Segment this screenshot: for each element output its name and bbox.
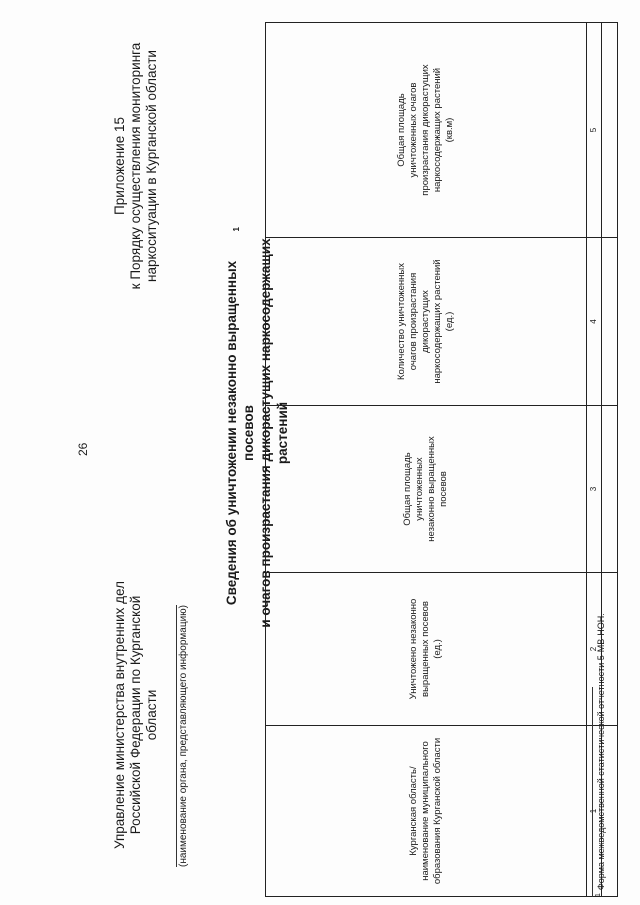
title-footnote-ref: 1: [232, 227, 241, 232]
footnote-text: Форма межведомственной статистической отчетности 5-МВ-НОН.: [596, 613, 606, 891]
column-header: Общая площадь уничтоженных очагов произрастания дикорастущих наркосодержащих растений (кв.м): [396, 64, 455, 196]
footnote-separator: [592, 687, 593, 897]
table-data-cell: [602, 238, 617, 405]
document-title-text: Сведения об уничтожении незаконно выращенных посевов и очагов произрастания дикорастущих наркосодержащих растений: [224, 238, 290, 628]
table-column: [266, 23, 617, 237]
organization-caption: (наименование органа, представляющего информацию): [178, 605, 189, 867]
page-number: 26: [76, 442, 90, 456]
report-table: [265, 22, 618, 897]
footnote-mark: 1: [595, 893, 602, 897]
column-number: 1: [586, 726, 602, 896]
organization-name: Управление министерства внутренних дел Российской Федерации по Курганской области: [112, 581, 159, 849]
table-column: [266, 405, 617, 572]
column-number: 3: [586, 406, 602, 572]
table-data-cell: [602, 406, 617, 572]
footnote: [595, 613, 606, 897]
column-number: 4: [586, 238, 602, 405]
column-header: Курганская область/ наименование муниципального образования Курганской области: [408, 737, 443, 885]
column-number: 2: [586, 573, 602, 725]
table-data-cell: [602, 23, 617, 237]
table-column: [266, 572, 617, 725]
column-number: 5: [586, 23, 602, 237]
column-header: Общая площадь уничтоженных незаконно выращенных посевов: [402, 436, 449, 542]
appendix-reference: Приложение 15 к Порядку осуществления мониторинга наркоситуации в Курганской области: [112, 42, 159, 290]
table-column: [266, 237, 617, 405]
column-header: Количество уничтоженных очагов произрастания дикорастущих наркосодержащих растений (ед.): [396, 259, 455, 384]
column-header: Уничтожено незаконно выращенных посевов (ед.): [408, 598, 443, 700]
table-column: [266, 725, 617, 896]
